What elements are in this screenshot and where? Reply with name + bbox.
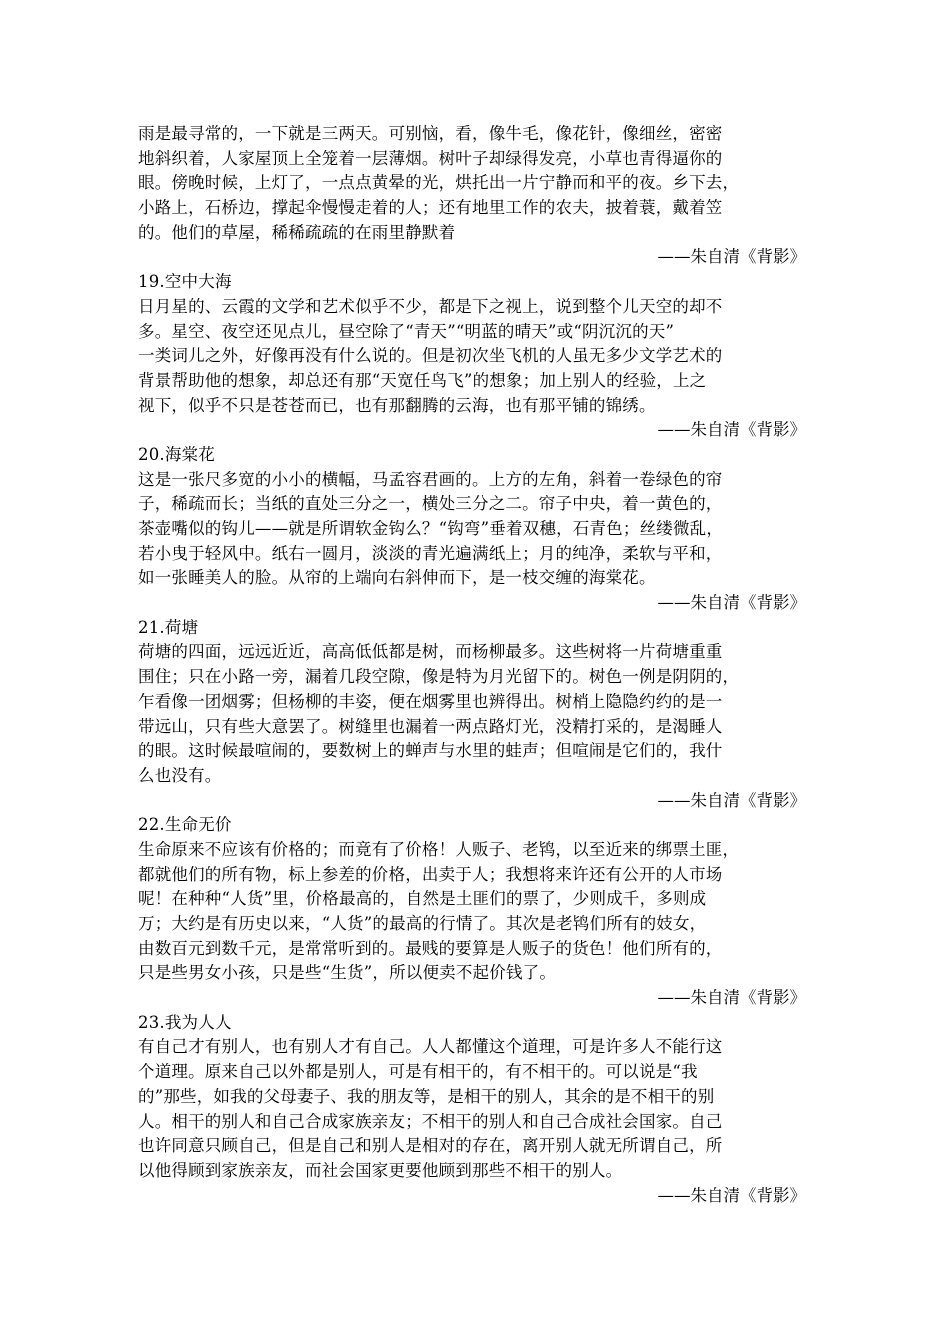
paragraph-line: 生命原来不应该有价格的；而竟有了价格！人贩子、老鸨，以至近来的绑票土匪， xyxy=(138,839,740,859)
section-heading: 23.我为人人 xyxy=(138,1012,232,1032)
attribution: ——朱自清《背影》 xyxy=(657,790,806,810)
paragraph-line: 这是一张尺多宽的小小的横幅，马孟容君画的。上方的左角，斜着一卷绿色的帘 xyxy=(138,469,723,489)
paragraph-line: 有自己才有别人，也有别人才有自己。人人都懂这个道理，可是许多人不能行这 xyxy=(138,1037,723,1057)
paragraph-line: 乍看像一团烟雾；但杨柳的丰姿，便在烟雾里也辨得出。树梢上隐隐约约的是一 xyxy=(138,691,723,711)
section-heading: 20.海棠花 xyxy=(138,444,215,464)
paragraph-line: 么也没有。 xyxy=(138,765,222,785)
attribution: ——朱自清《背影》 xyxy=(657,988,806,1008)
attribution: ——朱自清《背影》 xyxy=(657,420,806,440)
paragraph-line: 围住；只在小路一旁，漏着几段空隙，像是特为月光留下的。树色一例是阴阴的， xyxy=(138,667,740,687)
paragraph-line: 视下，似乎不只是苍苍而已，也有那翻腾的云海，也有那平铺的锦绣。 xyxy=(138,395,656,415)
paragraph-line: 如一张睡美人的脸。从帘的上端向右斜伸而下，是一枝交缠的海棠花。 xyxy=(138,568,656,588)
paragraph-line: 日月星的、云霞的文学和艺术似乎不少，都是下之视上，说到整个儿天空的却不 xyxy=(138,296,723,316)
paragraph-line: 雨是最寻常的，一下就是三两天。可别恼，看，像牛毛，像花针，像细丝，密密 xyxy=(138,124,723,143)
paragraph-line: 的眼。这时候最喧闹的，要数树上的蝉声与水里的蛙声；但喧闹是它们的，我什 xyxy=(138,741,723,761)
paragraph-line: 人。相干的别人和自己合成家族亲友；不相干的别人和自己合成社会国家。自己 xyxy=(138,1111,723,1131)
paragraph-line: 背景帮助他的想象，却总还有那“天宽任鸟飞”的想象；加上别人的经验，上之 xyxy=(138,370,707,390)
document-page xyxy=(138,122,814,1208)
section-heading: 22.生命无价 xyxy=(138,815,232,835)
section-22 xyxy=(138,813,814,1011)
section-heading: 19.空中大海 xyxy=(138,272,232,292)
paragraph-line: 眼。傍晚时候，上灯了，一点点黄晕的光，烘托出一片宁静而和平的夜。乡下去， xyxy=(138,173,740,193)
paragraph-line: 的。他们的草屋，稀稀疏疏的在雨里静默着 xyxy=(138,222,456,242)
section-rain xyxy=(138,122,814,270)
section-heading: 21.荷塘 xyxy=(138,617,199,637)
paragraph-line: 茶壶嘴似的钩儿——就是所谓软金钩么？“钩弯”垂着双穗，石青色；丝缕微乱， xyxy=(138,519,724,538)
paragraph-line: 小路上，石桥边，撑起伞慢慢走着的人；还有地里工作的农夫，披着蓑，戴着笠 xyxy=(138,198,723,218)
section-23 xyxy=(138,1011,814,1209)
paragraph-line: 一类词儿之外，好像再没有什么说的。但是初次坐飞机的人虽无多少文学艺术的 xyxy=(138,346,723,366)
paragraph-line: 由数百元到数千元，是常常听到的。最贱的要算是人贩子的货色！他们所有的， xyxy=(138,938,723,958)
paragraph-line: 子，稀疏而长；当纸的直处三分之一，横处三分之二。帘子中央，着一黄色的， xyxy=(138,494,723,514)
section-20 xyxy=(138,443,814,616)
paragraph-line: 呢！在种种“人货”里，价格最高的，自然是土匪们的票了，少则成千，多则成 xyxy=(138,889,707,909)
paragraph-line: 若小曳于轻风中。纸右一圆月，淡淡的青光遍满纸上；月的纯净，柔软与平和， xyxy=(138,543,723,563)
paragraph-line: 都就他们的所有物，标上参差的价格，出卖于人；我想将来许还有公开的人市场 xyxy=(138,864,723,884)
section-21 xyxy=(138,616,814,814)
paragraph-line: 荷塘的四面，远远近近，高高低低都是树，而杨柳最多。这些树将一片荷塘重重 xyxy=(138,642,723,662)
paragraph-line: 带远山，只有些大意罢了。树缝里也漏着一两点路灯光，没精打采的，是渴睡人 xyxy=(138,716,723,736)
paragraph-line: 万；大约是有历史以来，“人货”的最高的行情了。其次是老鸨们所有的妓女， xyxy=(138,914,707,933)
paragraph-line: 以他得顾到家族亲友，而社会国家更要他顾到那些不相干的别人。 xyxy=(138,1160,623,1180)
attribution: ——朱自清《背影》 xyxy=(657,593,806,613)
paragraph-line: 只是些男女小孩，只是些“生货”，所以便卖不起价钱了。 xyxy=(138,963,557,983)
paragraph-line: 个道理。原来自己以外都是别人，可是有相干的，有不相干的。可以说是“我 xyxy=(138,1062,698,1082)
section-19 xyxy=(138,270,814,443)
paragraph-line: 的”那些，如我的父母妻子、我的朋友等，是相干的别人，其余的是不相干的别 xyxy=(138,1086,715,1106)
attribution: ——朱自清《背影》 xyxy=(657,1185,806,1205)
paragraph-line: 多。星空、夜空还见点儿，昼空除了“青天”“明蓝的晴天”或“阴沉沉的天” xyxy=(138,321,675,341)
paragraph-line: 也许同意只顾自己，但是自己和别人是相对的存在，离开别人就无所谓自己，所 xyxy=(138,1136,723,1156)
attribution: ——朱自清《背影》 xyxy=(657,247,806,267)
paragraph-line: 地斜织着，人家屋顶上全笼着一层薄烟。树叶子却绿得发亮，小草也青得逼你的 xyxy=(138,148,723,168)
